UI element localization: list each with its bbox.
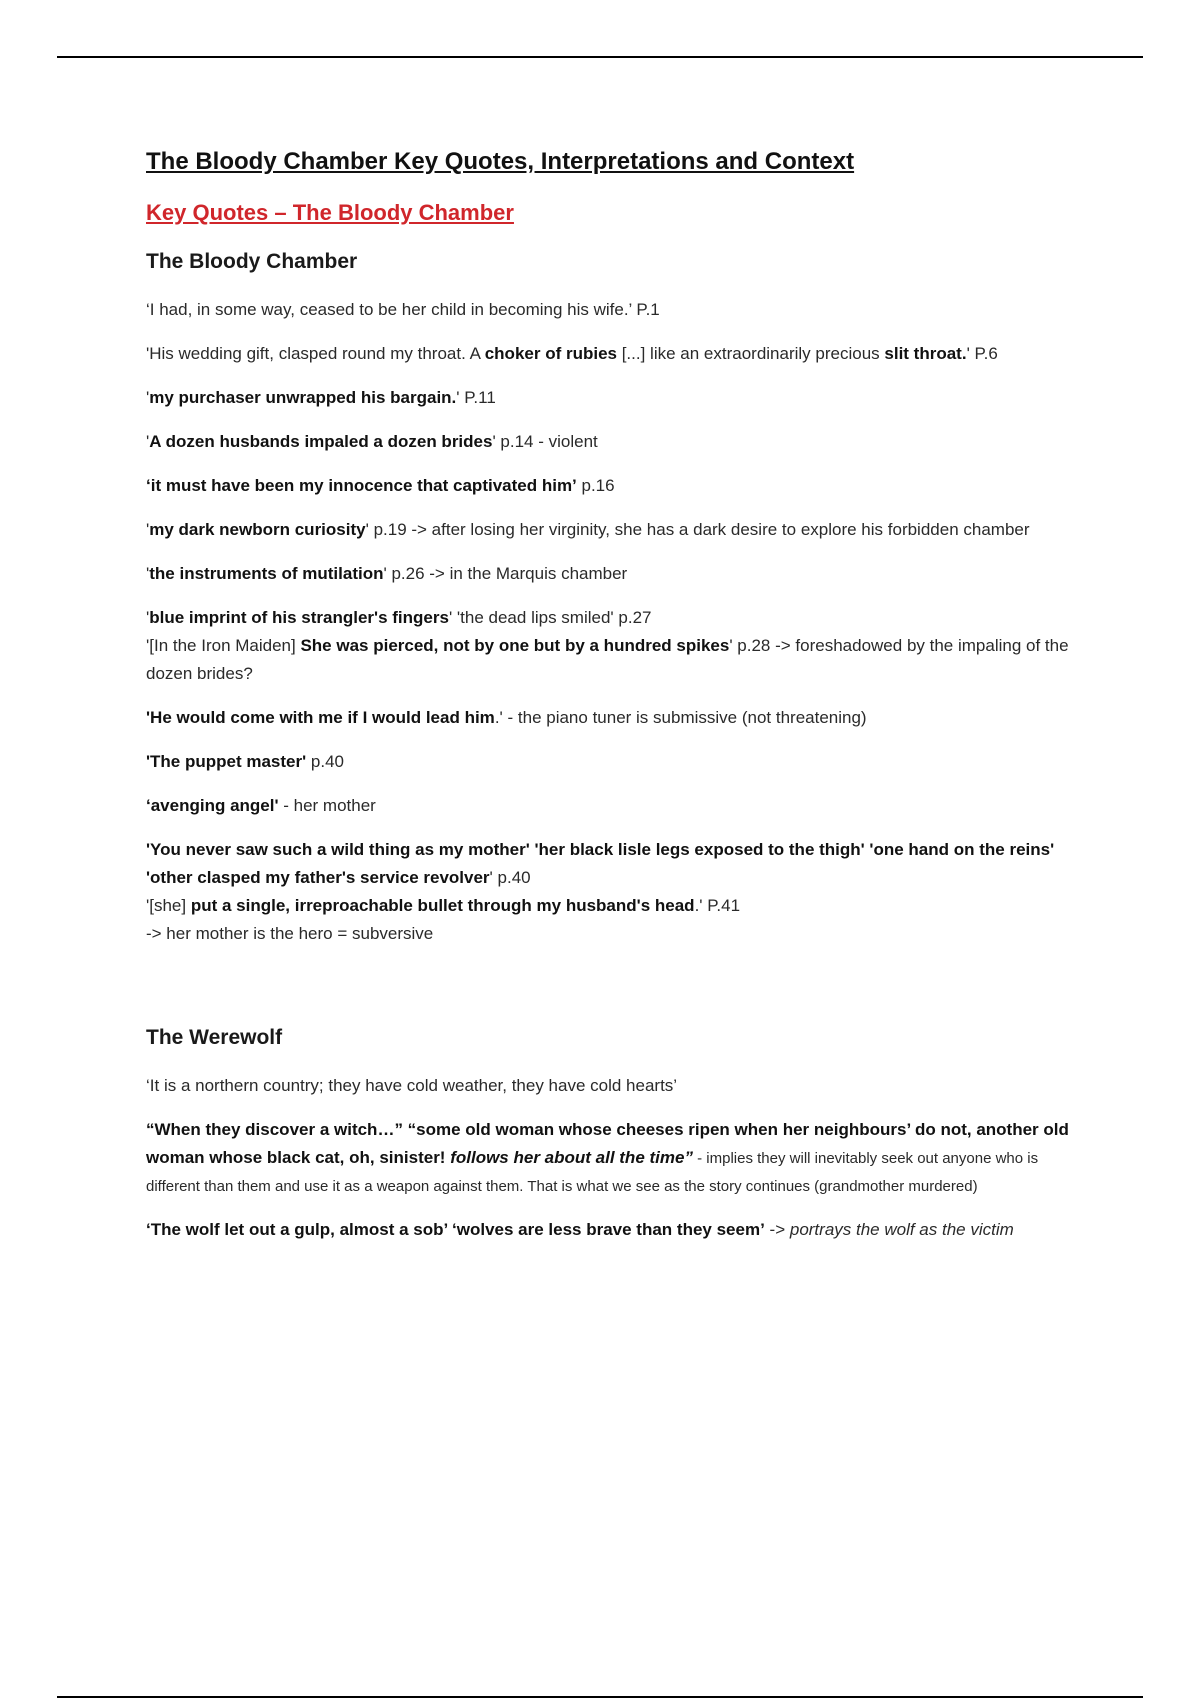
quote-note: ' p.19 -> after losing her virginity, she has a dark desire to explore his forbidden chamber	[365, 520, 1030, 539]
quote-bold: ‘it must have been my innocence that captivated him’	[146, 476, 577, 495]
quote-page: .' P.41	[694, 896, 741, 915]
section-heading-werewolf: The Werewolf	[146, 1026, 283, 1049]
quote-text: [...] like an extraordinarily precious	[616, 344, 885, 363]
quote-page: ' P.11	[456, 388, 496, 407]
quote-15-note: -> her mother is the hero = subversive	[146, 924, 434, 943]
quote-note: - implies they will inevitably seek out anyone who is different than them and use it as a weapon against them. That is what we see as the story continues (grandmother murdered)	[146, 1150, 1039, 1195]
quote-12	[146, 792, 1076, 820]
quote-8	[146, 604, 1076, 632]
quote-13	[146, 836, 1076, 892]
quote-14	[146, 892, 1076, 920]
werewolf-quote-3	[146, 1216, 1076, 1244]
quote-bold: my dark newborn curiosity	[149, 520, 366, 539]
quote-text: '[In the Iron Maiden]	[146, 636, 301, 655]
quote-bold: slit throat.	[884, 344, 967, 363]
quote-text: '	[146, 432, 150, 451]
quote-note: ' p.28 -> foreshadowed by the impaling of the dozen brides?	[146, 636, 1069, 683]
quote-bold: 'You never saw such a wild thing as my mother' 'her black lisle legs exposed to the thigh' 'one hand on the reins' 'other clasped my father's service revolver	[146, 840, 1055, 887]
quote-2	[146, 340, 1076, 368]
quote-bold: ‘avenging angel'	[146, 796, 279, 815]
quote-bold: the instruments of mutilation	[149, 564, 384, 583]
quote-note: ' p.26 -> in the Marquis chamber	[383, 564, 628, 583]
quote-italic-note: portrays the wolf as the victim	[789, 1220, 1014, 1239]
quote-text: '[she]	[146, 896, 191, 915]
document-body	[146, 146, 1076, 1260]
quote-3	[146, 384, 1076, 412]
quote-6	[146, 516, 1076, 544]
section-heading-bloody-chamber: The Bloody Chamber	[146, 250, 358, 273]
quote-page: ' p.40	[489, 868, 531, 887]
quote-4	[146, 428, 1076, 456]
quote-10	[146, 704, 1076, 732]
quote-bold: She was pierced, not by one but by a hundred spikes	[300, 636, 730, 655]
quote-bold: my purchaser unwrapped his bargain.	[149, 388, 457, 407]
quote-bold: blue imprint of his strangler's fingers	[149, 608, 449, 627]
quote-note: - her mother	[278, 796, 376, 815]
quote-page: ' P.6	[966, 344, 998, 363]
quote-9	[146, 632, 1076, 688]
quote-bold: “When they discover a witch…” “some old woman whose cheeses ripen when her neighbours’ do not, another old woman whose black cat, oh, sinister!	[146, 1120, 1069, 1167]
section-subtitle: Key Quotes – The Bloody Chamber	[146, 200, 514, 225]
quote-11	[146, 748, 1076, 776]
quote-page: ' 'the dead lips smiled' p.27	[448, 608, 652, 627]
quote-text: '	[146, 608, 150, 627]
quote-bold: 'He would come with me if I would lead him	[146, 708, 495, 727]
header-rule	[57, 56, 1143, 58]
quote-page: p.40	[306, 752, 344, 771]
footer-rule	[57, 1696, 1143, 1698]
section-spacer	[146, 964, 1076, 1024]
quote-page: p.16	[576, 476, 615, 495]
quote-bold: A dozen husbands impaled a dozen brides	[149, 432, 493, 451]
quote-text: '	[146, 388, 150, 407]
quote-text: '	[146, 564, 150, 583]
werewolf-quote-1: ‘It is a northern country; they have cold weather, they have cold hearts’	[146, 1076, 678, 1095]
quote-7	[146, 560, 1076, 588]
quote-bold: choker of rubies	[484, 344, 617, 363]
quote-text: 'His wedding gift, clasped round my throat. A	[146, 344, 485, 363]
quote-text: '	[146, 520, 150, 539]
quote-1: ‘I had, in some way, ceased to be her child in becoming his wife.’ P.1	[146, 300, 660, 319]
quote-5	[146, 472, 1076, 500]
document-title: The Bloody Chamber Key Quotes, Interpretations and Context	[146, 148, 855, 175]
quote-note: .' - the piano tuner is submissive (not threatening)	[494, 708, 867, 727]
quote-page: ' p.14 - violent	[492, 432, 598, 451]
quote-bold: put a single, irreproachable bullet through my husband's head	[190, 896, 695, 915]
quote-text: ->	[764, 1220, 790, 1239]
werewolf-quote-2	[146, 1116, 1076, 1200]
quote-bold: 'The puppet master'	[146, 752, 307, 771]
quote-bold-italic: follows her about all the time”	[450, 1148, 693, 1167]
quote-bold: ‘The wolf let out a gulp, almost a sob’ ‘wolves are less brave than they seem’	[146, 1220, 765, 1239]
